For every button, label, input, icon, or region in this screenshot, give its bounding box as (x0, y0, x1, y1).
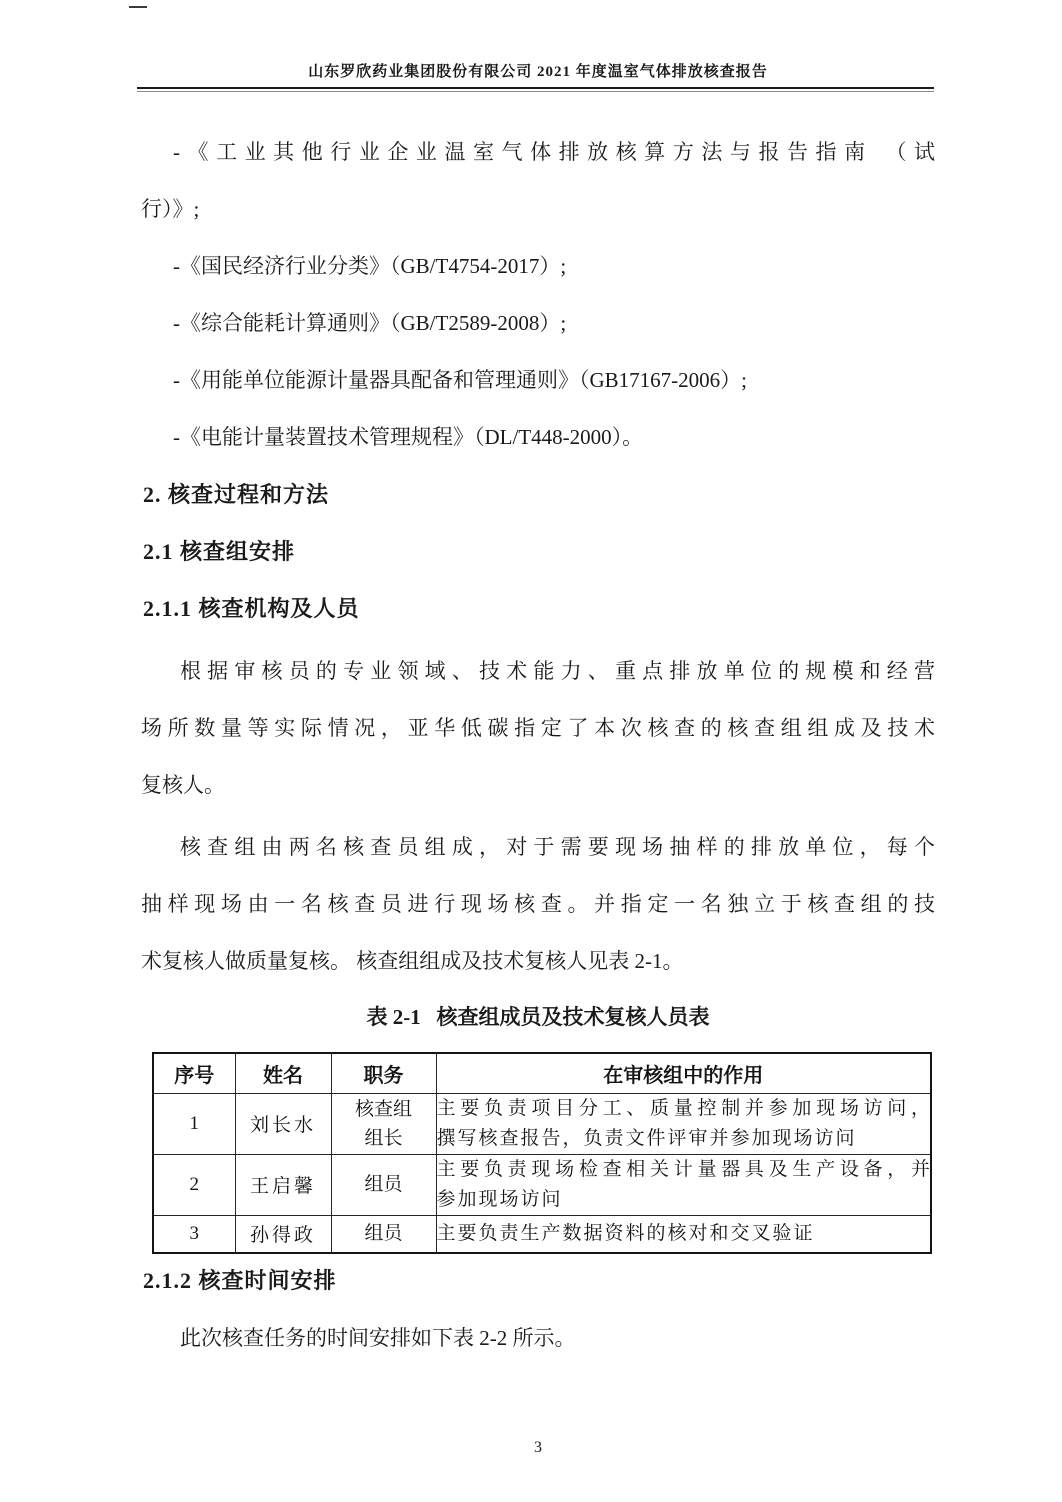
paragraph-schedule-intro (141, 1310, 935, 1367)
section-heading-2-1-2: 2.1.2 核查时间安排 (143, 1268, 337, 1293)
column-header-duty: 在审核组中的作用 (436, 1053, 931, 1093)
role-line: 组长 (364, 1127, 403, 1149)
scan-corner-mark (129, 6, 147, 8)
role-line: 核查组 (354, 1098, 412, 1120)
paragraph-line: 复核人。 (141, 773, 225, 797)
paragraph-team-composition (141, 819, 935, 990)
cell-no: 1 (153, 1093, 235, 1154)
paragraph-line: 此次核查任务的时间安排如下表 2-2 所示。 (180, 1326, 576, 1350)
table-header-row (153, 1053, 931, 1093)
cell-duty (436, 1154, 931, 1215)
paragraph-line: 核查组由两名核查员组成，对于需要现场抽样的排放单位，每个 (180, 835, 935, 859)
column-header-name: 姓名 (235, 1053, 331, 1093)
reference-item: -《用能单位能源计量器具配备和管理通则》（GB17167-2006）; (173, 368, 747, 392)
cell-duty (436, 1215, 931, 1253)
reference-item-line: -《工业其他行业企业温室气体排放核算方法与报告指南 （试 (173, 140, 935, 164)
duty-line: 主要负责生产数据资料的核对和交叉验证 (436, 1222, 815, 1244)
table-row (153, 1093, 931, 1154)
paragraph-line: 场所数量等实际情况，亚华低碳指定了本次核查的核查组组成及技术 (141, 716, 935, 740)
cell-name: 王启馨 (235, 1154, 331, 1215)
verification-team-table (152, 1052, 932, 1254)
column-header-role: 职务 (331, 1053, 436, 1093)
cell-no: 3 (153, 1215, 235, 1253)
cell-duty (436, 1093, 931, 1154)
table-2-1-caption: 表 2-1 核查组成员及技术复核人员表 (366, 1005, 710, 1029)
duty-line: 撰写核查报告，负责文件评审并参加现场访问 (436, 1127, 857, 1149)
table-row (153, 1215, 931, 1253)
table-row (153, 1154, 931, 1215)
column-header-no: 序号 (153, 1053, 235, 1093)
duty-line: 主要负责现场检查相关计量器具及生产设备，并 (436, 1158, 930, 1180)
header-rule-echo (137, 91, 934, 92)
cell-role (331, 1093, 436, 1154)
cell-name: 刘长水 (235, 1093, 331, 1154)
paragraph-line: 术复核人做质量复核。 核查组组成及技术复核人见表 2-1。 (141, 949, 684, 973)
duty-line: 参加现场访问 (436, 1188, 563, 1210)
duty-line: 主要负责项目分工、质量控制并参加现场访问， (436, 1097, 930, 1119)
paragraph-line: 根据审核员的专业领域、技术能力、重点排放单位的规模和经营 (180, 659, 935, 683)
reference-item: -《国民经济行业分类》（GB/T4754-2017）; (173, 254, 567, 278)
section-heading-2-1-1: 2.1.1 核查机构及人员 (143, 596, 360, 621)
reference-item: -《综合能耗计算通则》（GB/T2589-2008）; (173, 311, 567, 335)
reference-item: -《电能计量装置技术管理规程》（DL/T448-2000）。 (173, 425, 644, 449)
page-number: 3 (534, 1439, 542, 1456)
cell-name: 孙得政 (235, 1215, 331, 1253)
role-line: 组员 (364, 1223, 403, 1245)
header-rule (137, 87, 934, 89)
running-header-title: 山东罗欣药业集团股份有限公司 2021 年度温室气体排放核查报告 (308, 64, 768, 80)
role-line: 组员 (364, 1174, 403, 1195)
paragraph-team-intro (141, 643, 935, 814)
section-heading-2-1: 2.1 核查组安排 (143, 539, 296, 564)
cell-no: 2 (153, 1154, 235, 1215)
paragraph-line: 抽样现场由一名核查员进行现场核查。并指定一名独立于核查组的技 (141, 892, 935, 916)
cell-role (331, 1215, 436, 1253)
cell-role (331, 1154, 436, 1215)
reference-item-line: 行）》; (141, 197, 200, 221)
reference-list (141, 124, 935, 466)
section-heading-2: 2. 核查过程和方法 (143, 482, 330, 507)
